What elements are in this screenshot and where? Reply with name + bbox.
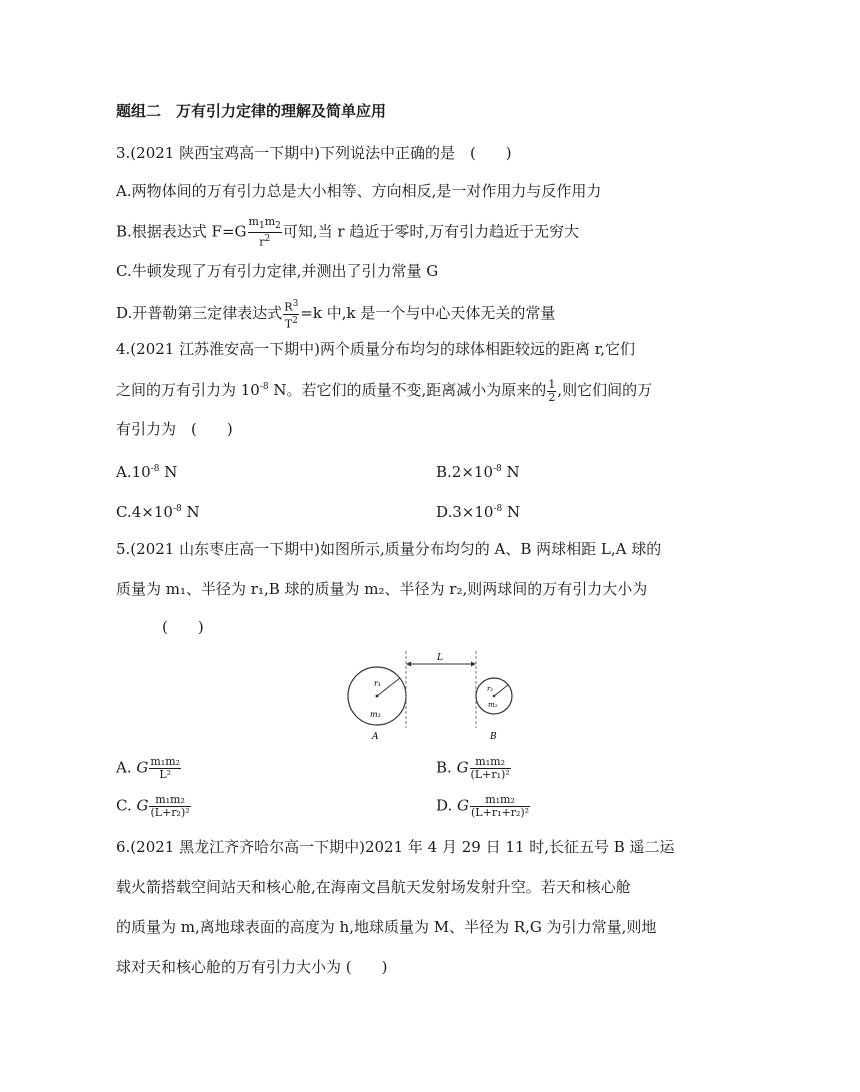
q5-d-fraction [470, 794, 530, 819]
q4-d-text: D.3×10 [436, 503, 494, 521]
q5-line2: 质量为 m₁、半径为 r₁,B 球的质量为 m₂、半径为 r₂,则两球间的万有引力大小为 [116, 580, 648, 598]
label-a: A [372, 732, 379, 742]
q3-d-prefix: D.开普勒第三定律表达式 [116, 304, 283, 323]
q4-b-unit: N [501, 463, 520, 481]
label-b: B [490, 732, 497, 742]
label-r2: r₂ [487, 685, 494, 693]
q4-d-unit: N [502, 503, 521, 521]
center-b [493, 695, 496, 698]
q5-d-num: m₁m₂ [485, 793, 515, 806]
radius-b [494, 685, 508, 696]
q3-b-fraction: $\frac{m_1m_2}{r^2}$ [248, 215, 281, 249]
q4-d-exp: -8 [493, 504, 503, 514]
q4-half-fraction: $\frac{1}{2}$ [548, 377, 556, 404]
q5-option-c: C. G $\frac{\text{m₁m₂}}{\text{(L+r₂)²}}$ [116, 793, 190, 819]
q4-line2-mid: N。若它们的质量不变,距离减小为原来的 [268, 381, 547, 399]
q5-option-d: D. G $\frac{\text{m₁m₂}}{\text{(L+r₁+r₂)²}}$ [436, 793, 530, 819]
q5-line1: 5.(2021 山东枣庄高一下期中)如图所示,质量分布均匀的 A、B 两球相距 L,A 球的 [116, 540, 662, 558]
label-m2: m₂ [488, 701, 498, 709]
q5-option-b: B. G $\frac{\text{m₁m₂}}{\text{(L+r₁)²}}$ [436, 755, 510, 781]
q6-line4: 球对天和核心舱的万有引力大小为 ( ) [116, 958, 388, 976]
q5-option-a: A. G $\frac{\text{m₁m₂}}{\text{L²}}$ [116, 755, 181, 781]
q4-c-exp: -8 [172, 504, 182, 514]
q4-c-unit: N [181, 503, 200, 521]
q4-line2-suffix: ,则它们间的万 [557, 381, 653, 399]
q5-line3: ( ) [162, 618, 204, 636]
q3-stem: 3.(2021 陕西宝鸡高一下期中)下列说法中正确的是 ( ) [116, 144, 512, 162]
arrow-left-head [406, 662, 411, 667]
q3-d-fraction: $\frac{R^3}{T^2}$ [284, 299, 299, 331]
q5-c-den: (L+r₂)² [150, 806, 190, 819]
q6-line2: 载火箭搭载空间站天和核心舱,在海南文昌航天发射场发射升空。若天和核心舱 [116, 878, 631, 896]
section-title: 题组二 万有引力定律的理解及简单应用 [116, 102, 387, 120]
q4-option-c [116, 498, 200, 523]
q5-b-fraction [470, 756, 511, 781]
q5-c-fraction [149, 794, 190, 819]
q5-a-num: m₁m₂ [150, 755, 181, 768]
q5-c-num: m₁m₂ [155, 793, 185, 806]
q3-d-suffix: =k 中,k 是一个与中心天体无关的常量 [300, 304, 556, 323]
q4-b-text: B.2×10 [436, 463, 493, 481]
q6-line3: 的质量为 m,离地球表面的高度为 h,地球质量为 M、半径为 R,G 为引力常量,则地 [116, 918, 657, 936]
q6-line1: 6.(2021 黑龙江齐齐哈尔高一下期中)2021 年 4 月 29 日 11 时,长征五号 B 遥二运 [116, 838, 675, 856]
q4-line2 [116, 376, 652, 404]
q5-a-den: L² [149, 768, 181, 781]
arrow-right-head [471, 662, 476, 667]
q3-option-b [116, 216, 579, 249]
q5-b-den: (L+r₁)² [470, 768, 510, 781]
q4-option-d [436, 498, 520, 523]
q3-option-a: A.两物体间的万有引力总是大小相等、方向相反,是一对作用力与反作用力 [116, 182, 602, 200]
q4-option-b [436, 458, 520, 483]
q3-option-d [116, 298, 555, 330]
q3-option-c: C.牛顿发现了万有引力定律,并测出了引力常量 G [116, 262, 439, 280]
label-l: L [437, 653, 443, 663]
q5-a-fraction [149, 756, 181, 781]
q4-line1: 4.(2021 江苏淮安高一下期中)两个质量分布均匀的球体相距较远的距离 r,它们 [116, 340, 636, 358]
q4-a-unit: N [159, 463, 178, 481]
two-spheres-figure [340, 648, 530, 742]
q3-b-prefix: B.根据表达式 F=G [116, 222, 247, 241]
q3-b-suffix: 可知,当 r 趋近于零时,万有引力趋近于无穷大 [282, 222, 580, 241]
q4-option-a [116, 458, 177, 483]
q4-line3: 有引力为 ( ) [116, 420, 233, 438]
q4-b-exp: -8 [493, 464, 502, 474]
q4-a-exp: -8 [150, 464, 160, 474]
center-a [376, 695, 379, 698]
q5-d-den: (L+r₁+r₂)² [471, 806, 530, 819]
q4-a-text: A.10 [116, 463, 151, 481]
q4-line2-exp: -8 [259, 382, 269, 392]
label-m1: m₁ [370, 710, 381, 719]
label-r1: r₁ [374, 679, 382, 688]
q4-line2-prefix: 之间的万有引力为 10 [116, 381, 260, 399]
q4-c-text: C.4×10 [116, 503, 173, 521]
q5-b-num: m₁m₂ [475, 755, 505, 768]
